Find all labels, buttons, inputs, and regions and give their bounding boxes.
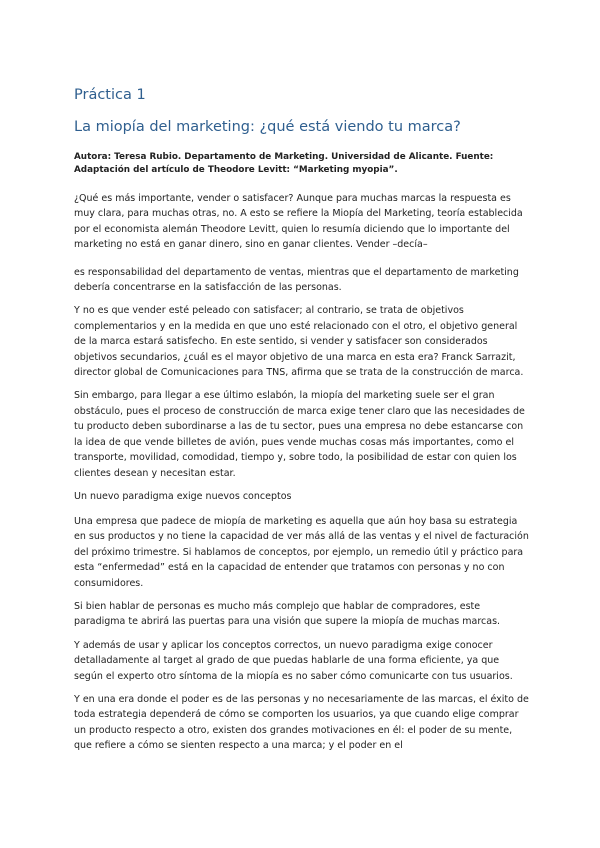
paragraph: Y en una era donde el poder es de las personas y no necesariamente de las marcas, el éxito de toda estrategia dependerá de cómo se comporten los usuarios, ya que cuando elige comprar un producto respecto a otro, existen dos grandes motivaciones en él: el poder de su mente, que refiere a cómo se sienten respecto a una marca; y el poder en el bbox=[74, 693, 529, 752]
author-line: Autora: Teresa Rubio. Departamento de Marketing. Universidad de Alicante. Fuente: Adaptación del artículo de Theodore Levitt: “Marketing myopia”. bbox=[74, 152, 494, 175]
paragraph: Sin embargo, para llegar a ese último eslabón, la miopía del marketing suele ser el gran obstáculo, pues el proceso de construcción de marca exige tener claro que las necesidades de tu producto deben subordinarse a las de tu sector, pues una empresa no debe estancarse con la idea de que vende billetes de avión, pues vende muchas cosas más importantes, como el transporte, movilidad, comodidad, tiempo y, sobre todo, la posibilidad de estar con quien los clientes desean y necesitan estar. bbox=[74, 390, 525, 479]
paragraph: Y no es que vender esté peleado con satisfacer; al contrario, se trata de objetivos complementarios y en la medida en que uno esté relacionado con el otro, el objetivo general de la marca estará satisfecho. En este sentido, si vender y satisfacer son considerados objetivos secundarios, ¿cuál es el mayor objetivo de una marca en esta era? Franck Sarrazit, director global de Comunicaciones para TNS, afirma que se trata de la construcción de marca. bbox=[74, 305, 524, 379]
paragraph: ¿Qué es más importante, vender o satisfacer? Aunque para muchas marcas la respuesta es muy clara, para muchas otras, no. A esto se refiere la Miopía del Marketing, teoría establecida por el economista alemán Theodore Levitt, quien lo resumía diciendo que lo importante del marketing no está en ganar dinero, sino en ganar clientes. Vender –decía– bbox=[74, 193, 523, 251]
paragraph: Y además de usar y aplicar los conceptos correctos, un nuevo paradigma exige conocer detalladamente al target al grado de que puedas hablarle de una forma eficiente, ya que según el experto otro síntoma de la miopía es no saber cómo comunicarte con tus usuarios. bbox=[74, 639, 513, 682]
paragraph: es responsabilidad del departamento de ventas, mientras que el departamento de marketing debería concentrarse en la satisfacción de las personas. bbox=[74, 266, 519, 294]
practice-title: Práctica 1 bbox=[74, 87, 146, 103]
document-page bbox=[74, 86, 530, 762]
paragraph: Una empresa que padece de miopía de marketing es aquella que aún hoy basa su estrategia en sus productos y no tiene la capacidad de ver más allá de las ventas y el nivel de facturación del próximo trimestre. Si hablamos de conceptos, por ejemplo, un remedio útil y práctico para esta “enfermedad” está en la capacidad de entender que tratamos con personas y no con consumidores. bbox=[74, 515, 529, 589]
article-title: La miopía del marketing: ¿qué está viendo tu marca? bbox=[74, 119, 461, 135]
section-subheading: Un nuevo paradigma exige nuevos conceptos bbox=[74, 490, 292, 502]
paragraph: Si bien hablar de personas es mucho más complejo que hablar de compradores, este paradigma te abrirá las puertas para una visión que supere la miopía de muchas marcas. bbox=[74, 600, 501, 628]
